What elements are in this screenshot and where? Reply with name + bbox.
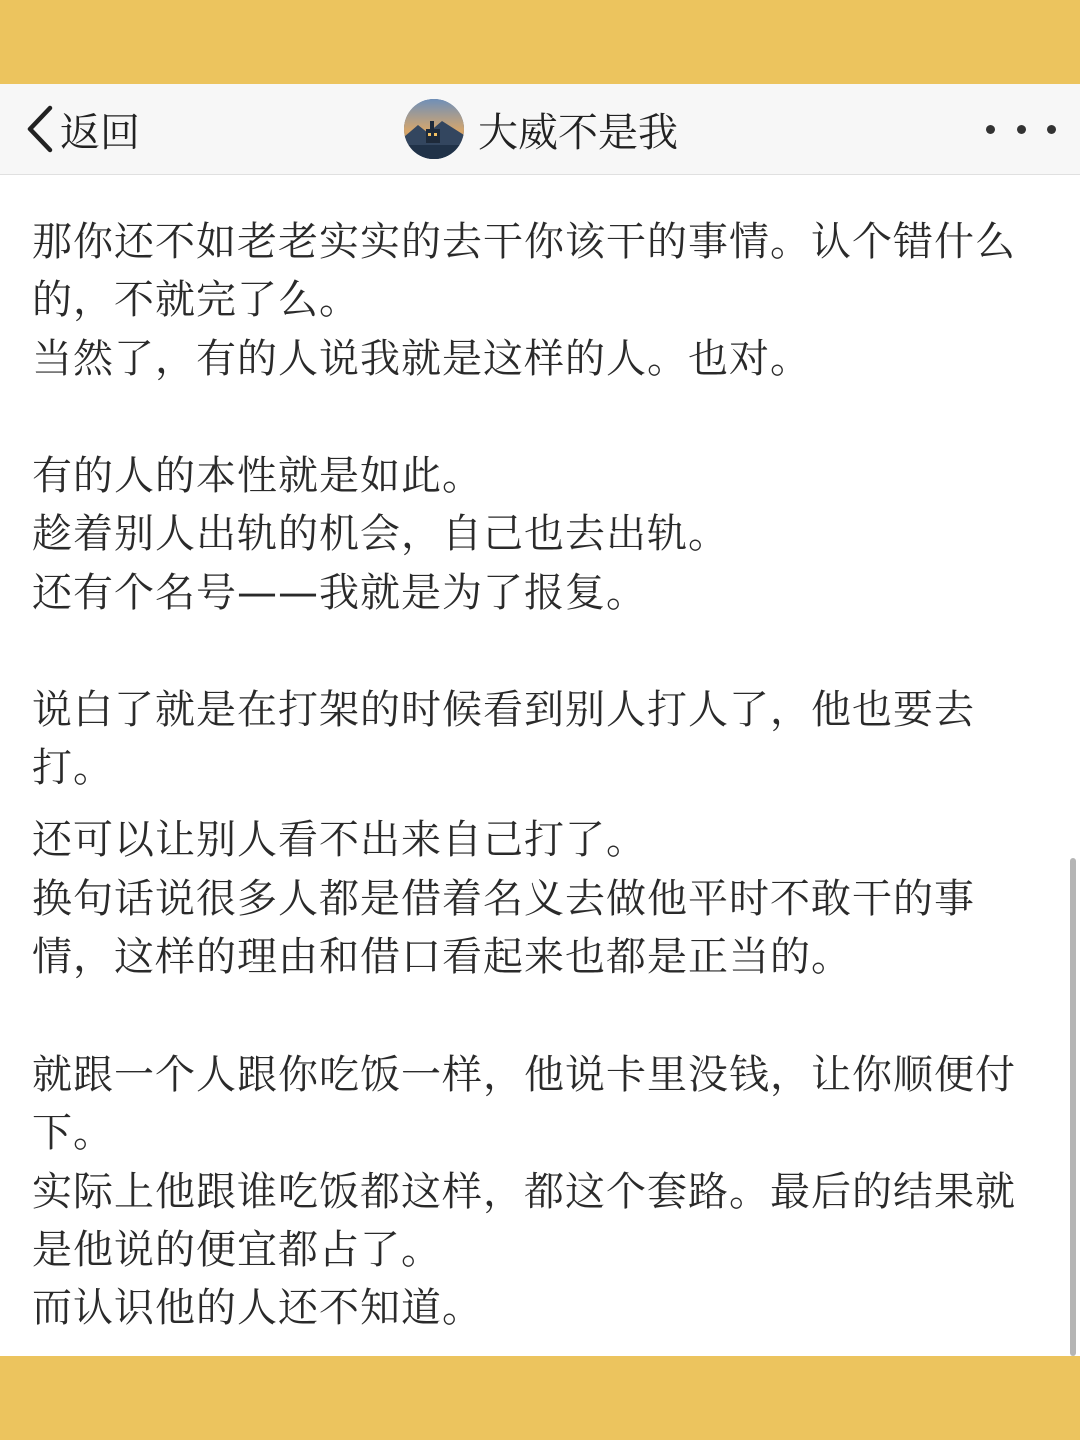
- article-line: 实际上他跟谁吃饭都这样，都这个套路。最后的结果就: [32, 1169, 1016, 1215]
- scrollbar[interactable]: [1070, 858, 1076, 1356]
- article-line: 还可以让别人看不出来自己打了。: [32, 817, 647, 863]
- article-content: [0, 175, 1080, 1356]
- more-icon-dot: [986, 125, 995, 134]
- article-line: 情，这样的理由和借口看起来也都是正当的。: [32, 934, 852, 980]
- back-button[interactable]: [22, 84, 140, 174]
- article-line: 那你还不如老老实实的去干你该干的事情。认个错什么: [32, 219, 1016, 265]
- navigation-bar: [0, 84, 1080, 175]
- article-line: 当然了，有的人说我就是这样的人。也对。: [32, 336, 811, 382]
- article-line: 换句话说很多人都是借着名义去做他平时不敢干的事: [32, 876, 975, 922]
- more-icon-dot: [1047, 125, 1056, 134]
- title-group[interactable]: [404, 84, 678, 174]
- article-line: 还有个名号——我就是为了报复。: [32, 570, 647, 616]
- avatar[interactable]: [404, 99, 464, 159]
- article-line: 的，不就完了么。: [32, 277, 360, 323]
- article-line: 就跟一个人跟你吃饭一样，他说卡里没钱，让你顺便付: [32, 1052, 1016, 1098]
- bottom-decorative-band: [0, 1356, 1080, 1440]
- article-line: 说白了就是在打架的时候看到别人打人了，他也要去: [32, 687, 975, 733]
- page-title: 大威不是我: [478, 109, 678, 156]
- article-line: 下。: [32, 1110, 114, 1156]
- article-line: 有的人的本性就是如此。: [32, 453, 483, 499]
- top-decorative-band: [0, 0, 1080, 84]
- more-icon-dot: [1017, 125, 1026, 134]
- article-line: 是他说的便宜都占了。: [32, 1227, 442, 1273]
- article-line: 而认识他的人还不知道。: [32, 1285, 483, 1331]
- more-button[interactable]: [986, 84, 1056, 174]
- article-line: 趁着别人出轨的机会，自己也去出轨。: [32, 511, 729, 557]
- article-line: 打。: [32, 745, 114, 791]
- chevron-left-icon: [22, 104, 56, 154]
- back-label: 返回: [60, 109, 140, 156]
